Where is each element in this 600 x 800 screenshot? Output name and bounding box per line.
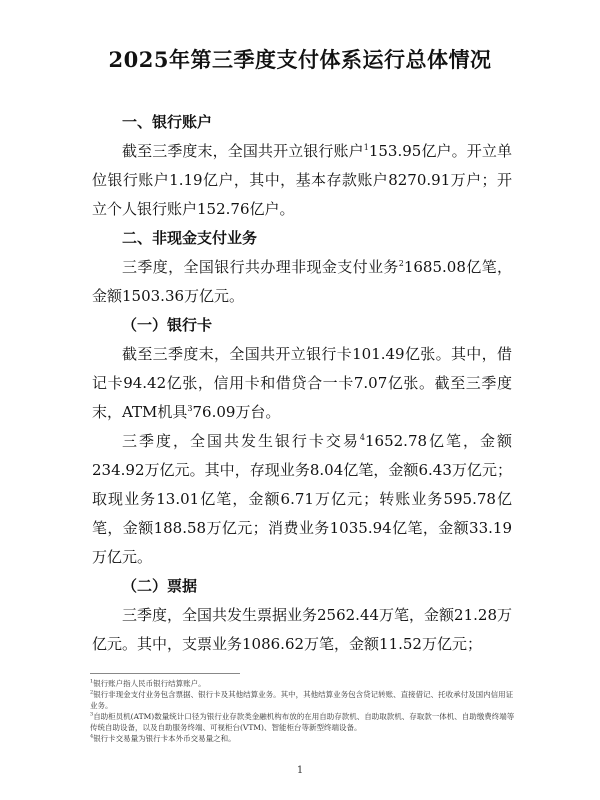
footnote: [90, 689, 515, 711]
paragraph-bank-cards-count: [92, 340, 512, 427]
footnote-text: 银行非现金支付业务包含票据、银行卡及其他结算业务。其中，其他结算业务包含贷记转账、直接借记、托收承付及国内信用证业务。: [90, 690, 514, 710]
paragraph-bank-accounts: [92, 137, 512, 224]
paragraph-text: 截至三季度末，全国共开立银行账户: [122, 142, 364, 160]
footnote: [90, 733, 515, 744]
document-body: [92, 108, 512, 659]
document-title: 2025年第三季度支付体系运行总体情况: [108, 47, 492, 72]
paragraph-text: 三季度，全国共发生银行卡交易: [122, 432, 360, 450]
footnotes: [90, 678, 515, 744]
footnote-text: 自助柜员机(ATM)数量统计口径为银行业存款类金融机构布放的在用自助存款机、自助取款机、存取款一体机、自助缴费终端等传统自助设备，以及自助服务终端、可视柜台(VTM)、智能柜台等新型终端设备。: [90, 712, 515, 732]
section-heading-non-cash-payments: 二、非现金支付业务: [122, 229, 258, 247]
footnote-ref[interactable]: 4: [359, 433, 365, 442]
page-number: 1: [296, 765, 304, 776]
paragraph-text: 153.95亿户。开立单位银行账户1.19亿户，其中，基本存款账户8270.91万户；开立个人银行账户152.76亿户。: [92, 142, 512, 218]
footnote-divider: [90, 673, 240, 674]
footnote-text: 银行账户指人民币银行结算账户。: [93, 679, 206, 688]
paragraph-text: 76.09万台。: [192, 403, 281, 421]
footnote-ref[interactable]: 3: [187, 404, 193, 413]
paragraph-non-cash-payments: [92, 253, 512, 311]
footnote-marker: 4: [90, 733, 94, 740]
paragraph-text: 截至三季度末，全国共开立银行卡101.49亿张。其中，借记卡94.42亿张，信用卡和借贷合一卡7.07亿张。截至三季度末，ATM机具: [92, 345, 512, 421]
footnote-ref[interactable]: 2: [398, 259, 404, 268]
footnote-marker: 3: [90, 711, 94, 718]
paragraph-text: 三季度，全国银行共办理非现金支付业务: [122, 258, 399, 276]
footnote-ref[interactable]: 1: [363, 143, 369, 152]
subsection-heading-bills: （二）票据: [122, 577, 198, 595]
paragraph-text: 1685.08亿笔，金额1503.36万亿元。: [92, 258, 512, 305]
footnote: [90, 678, 515, 689]
section-heading-bank-accounts: 一、银行账户: [122, 113, 213, 131]
paragraph-bills: 三季度，全国共发生票据业务2562.44万笔，金额21.28万亿元。其中，支票业务1086.62万笔，金额11.52万亿元；: [92, 606, 512, 653]
paragraph-text: 1652.78亿笔，金额234.92万亿元。其中，存现业务8.04亿笔，金额6.43万亿元；取现业务13.01亿笔，金额6.71万亿元；转账业务595.78亿笔，金额188.58万亿元；消费业务1035.94亿笔，金额33.19万亿元。: [92, 432, 512, 566]
footnote: [90, 711, 515, 733]
subsection-heading-bank-cards: （一）银行卡: [122, 316, 213, 334]
footnote-marker: 1: [90, 678, 94, 685]
footnote-text: 银行卡交易量为银行卡本外币交易量之和。: [93, 734, 236, 743]
footnote-marker: 2: [90, 689, 94, 696]
paragraph-bank-card-transactions: [92, 427, 512, 572]
